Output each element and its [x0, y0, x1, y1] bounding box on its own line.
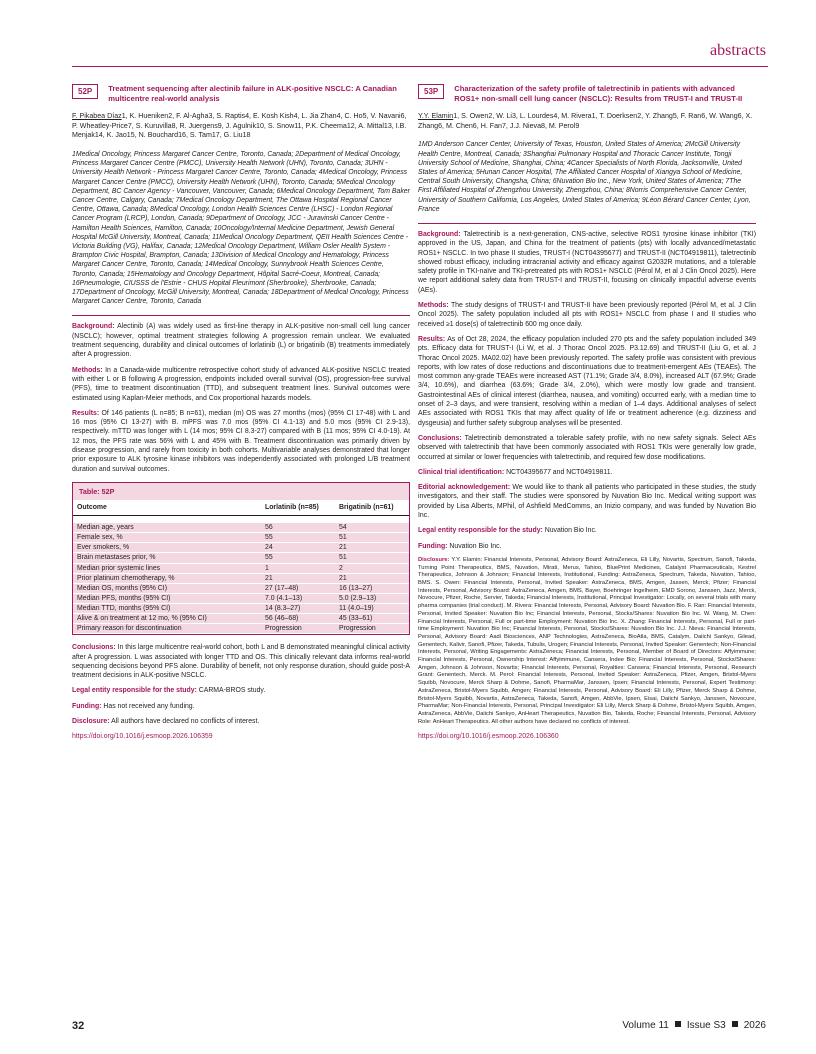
- doi-link[interactable]: https://doi.org/10.1016/j.esmoop.2026.106359: [72, 733, 213, 741]
- table-header-brigatinib: Brigatinib (n=61): [335, 500, 409, 516]
- separator-square: [732, 1021, 738, 1027]
- table-cell-brigatinib: 51: [335, 533, 409, 543]
- table-cell-lorlatinib: Progression: [261, 624, 335, 634]
- author-list: [418, 112, 756, 131]
- table-row: [73, 553, 409, 563]
- results-text: As of Oct 28, 2024, the efficacy population included 270 pts and the safety population included 349 pts. Efficacy data for TRUST-I (Li W, et al. J Thorac Oncol 2025. P3.12.69) and TRUST-II (Liu G, et al. J Thorac Oncol 2025. MA02.02) have been previously reported. The safety profile was consistent with previous reports, with low rates of dose reductions and discontinuations due to treatment-emergent AEs (TEAEs). The most common any-grade TEAEs were increased AST (71.1%; Grade 3/4, 8.0%), increased ALT (67.9%; Grade 3/4, 10.6%), and diarrhea (63.6%; Grade 3/4, 2.0%), which were mostly low grade and transient. Gastrointestinal AEs of clinical interest (diarrhea, nausea, and vomiting) occurred early, with a median time to onset of 2–3 days, and were transient, resolving within a median of 1–4 days. Additional analyses of select AEs associated with ROS1 TKIs that may affect quality of life or treatment adherence (e.g. dizziness and dysgeusia) and further safety subgroup analyses will be presented.: [418, 335, 756, 427]
- table-header-lorlatinib: Lorlatinib (n=85): [261, 500, 335, 516]
- funding-label: Funding:: [418, 542, 448, 550]
- table-cell-lorlatinib: 1: [261, 563, 335, 573]
- editorial-label: Editorial acknowledgement:: [418, 484, 510, 492]
- funding-text: Nuvation Bio Inc.: [449, 542, 502, 550]
- table-cell-brigatinib: 21: [335, 573, 409, 583]
- abstract-title: Treatment sequencing after alectinib failure in ALK-positive NSCLC: A Canadian multicentre real-world analysis: [108, 84, 397, 103]
- author-list: [72, 112, 410, 141]
- conclusions-text: In this large multicentre real-world cohort, both L and B demonstrated meaningful clinical activity after A progression. L was associated with longer TTD and OS. This clinically relevant data informs real-world sequencing decisions beyond PFS alone. Durability of benefit, not only response duration, should guide post-A treatment decisions in ALK-positive NSCLC.: [72, 644, 410, 680]
- header-rule: [72, 66, 768, 67]
- table-cell-lorlatinib: 24: [261, 543, 335, 553]
- methods-label: Methods:: [418, 302, 449, 310]
- table-cell-brigatinib: 5.0 (2.9–13): [335, 593, 409, 603]
- abstract-53p: [418, 84, 756, 748]
- results-label: Results:: [418, 335, 446, 343]
- background-label: Background:: [418, 231, 461, 238]
- issue: Issue S3: [686, 1020, 726, 1031]
- funding-text: Has not received any funding.: [103, 702, 195, 710]
- table-cell-outcome: Primary reason for discontinuation: [73, 624, 261, 634]
- disclosure-label: Disclosure:: [72, 717, 110, 725]
- legal-label: Legal entity responsible for the study:: [72, 687, 197, 695]
- table-cell-lorlatinib: 7.0 (4.1–13): [261, 593, 335, 603]
- results-text: Of 146 patients (L n=85; B n=61), median (m) OS was 27 months (mos) (95% CI 17-48) with L and 16 mos (95% CI 13-27) with B. mPFS was 7.0 mos (95% CI 4.1-13) and 5.0 mos (95% CI 2.9-13), respectively. mTTD was longer with L (14 mos; 95% CI 8.3-27) compared with B (11 mos; 95% CI 4.0-19). At 12 mos, the PFS rate was 56% with L and 45% with B. Treatment discontinuation was primarily driven by disease progression, and rarely from toxicity in both cohorts. Multivariable analyses demonstrated that longer prior exposure to ALK tyrosine kinase inhibitors was independently associated with prolonged L/B treatment duration and survival outcomes.: [72, 409, 410, 473]
- conclusions-label: Conclusions:: [418, 434, 462, 442]
- methods-label: Methods:: [72, 366, 103, 374]
- table-cell-outcome: Ever smokers, %: [73, 543, 261, 553]
- abstract-header: [72, 84, 410, 103]
- results-table: [72, 482, 410, 635]
- results-label: Results:: [72, 409, 100, 417]
- disclosure-text: Y.Y. Elamin: Financial Interests, Personal, Advisory Board: AstraZeneca, Eli Lilly, Novartis, Spectrum, Sanofi, Takeda, Turning Point Therapeutics, BMS, Nuvation, Mirati, Merus, Tahioo, BluePrint Medicines, Catalyst Pharmaceuticals, Kestrel Therapeutics, Johnson & Johnson; Financial Interests, Institutional, Funding: AstraZeneca, Spectrum, Takeda, Nuvation, Tahioo, BMS. S. Owen: Financial Interests, Personal, Invited Speaker: AstraZeneca, BMS, Amgen, Jassen, Merck, Pfizer; Financial Interests, Personal, Advisory Board: AstraZeneca, Amgen, BMS, Bayer, Boehringer Ingelheim, EMD Sorono, Janssen, Jazz, Merck, Novocure, Pfizer, Roche, Servier, Takeda; Financial Interests, Institutional, Principal Investigator: Locally, on several trials with many pharma companies (trial conduct). M. Rivera: Financial Interests, Personal, Advisory Board: Nuvation Bio. F. Ran: Financial Interests, Personal, Invited Speaker: Nuvation Bio Inc; Financial Interests, Personal, Stocks/Shares: Nuvation Bio Inc. W. Wang, M. Chen: Financial Interests, Personal, Full or part-time Employment: Nuvation Bio Inc. X. Zhang: Financial Interests, Personal, Full or part-time Employment: Nuvation Bio Inc; Financial Interests, Personal, Stocks/Shares: Nuvation Bio Inc. J.J. Nieva: Financial Interests, Personal, Advisory Board: Aadi Biosciences, ANP Technologies, AstraZeneca, BioAtla, BMS, Catalym, Daiichi Sankyo, Gilead, Genentech, Kalivir, Sanofi, Pfizer, Takeda, Tubulis, Urogen; Financial Interests, Personal, Invited Speaker: Genentech; Non-Financial Interests, Personal, Writing Engagements: AstraZeneca; Financial Interests, Personal, Member of Board of Directors: Affyimmune; Financial Interests, Personal, Ownership Interest: Affyimmune, Cansera, Indee Bio; Financial Interests, Personal, Stocks/Shares: Amgen, Johnson & Johnson, Novartis; Financial Interests, Personal, Royalties: Cansera; Financial Interests, Personal, Research Grant: Genentech, Merck. M. Perol: Financial Interests, Personal, Invited Speaker: AstraZeneca, Pfizer, Amgen, Bristol-Myers Squibb, Novocure, Merck Sharp & Dohme, Sanofi, PharmaMar, Janssen, Ipsen; Financial Interests, Personal, Expert Testimony: AstraZeneca, Bristol-Myers Squibb, Amgen; Financial Interests, Personal, Advisory Board: Eli Lilly, Pfizer, Merck Sharp & Dohme, Bristol-Myers Squibb, Novartis, AstraZeneca, Takeda, Sanofi, Amgen, AbbVie, Ipsen, Eisai, Daiichi Sankyo, Janssen, Novocure, PharmaMar; Non-Financial Interests, Personal, Principal Investigator: Eli Lilly, Merck Sharp & Dohme, Bristol-Myers Squibb, Amgen, AstraZeneca, AbbVie, Daiichi Sankyo, AnHeart Therapeutics, Nuvation Bio, Takeda, Roche; Financial Interests, Personal, Advisory Role: AnHeart Therapeutics. All other authors have declared no conflicts of interest.: [418, 556, 756, 725]
- affiliations: 1MD Anderson Cancer Center, University of Texas, Houston, United States of America; 2McGill University Health Centre, Montreal, Canada; 3Shanghai Pulmonary Hospital and Thoracic Cancer Institute, Tongji University School of Medicine, Shanghai, China; 4Cancer Specialists of North Florida, Jacksonville, United States of America; 5Hunan Cancer Hospital, The Affiliated Cancer Hospital of Xiangya School of Medicine, Central South University, Changsha, China; 6Nuvation Bio Inc., New York, United States of America; 7The First Affiliated Hospital of Zhengzhou University, Zhengzhou, China; 8Norris Comprehensive Cancer Center, University of Southern California, Los Angeles, United States of America; 9Léon Bérard Cancer Center, Lyon, France: [418, 141, 751, 213]
- background-section: [418, 230, 756, 295]
- legal-label: Legal entity responsible for the study:: [418, 527, 543, 535]
- table-body: [73, 516, 409, 634]
- table-cell-outcome: Alive & on treatment at 12 mo, % (95% CI): [73, 614, 261, 624]
- conclusions-section: [72, 643, 410, 680]
- table-cell-outcome: Female sex, %: [73, 533, 261, 543]
- methods-section: [418, 301, 756, 329]
- table-cell-brigatinib: 16 (13–27): [335, 583, 409, 593]
- table-header-outcome: Outcome: [73, 500, 261, 516]
- table-header-row: [73, 500, 409, 516]
- funding: [418, 542, 756, 551]
- legal-text: CARMA-BROS study.: [198, 687, 266, 695]
- table-row: [73, 563, 409, 573]
- abstract-title: Characterization of the safety profile of taletrectinib in patients with advanced ROS1+ non-small cell lung cancer (NSCLC): Results from TRUST-I and TRUST-II: [454, 84, 743, 103]
- table-row: [73, 603, 409, 613]
- table-cell-outcome: Brain metastases prior, %: [73, 553, 261, 563]
- disclosure: [72, 717, 410, 726]
- table-row: [73, 523, 409, 533]
- page-number: 32: [72, 1020, 85, 1032]
- table-title: Table: 52P: [73, 483, 409, 500]
- authors-rest: 1, S. Owen2, W. Li3, L. Lourdes4, M. Rivera1, T. Doerksen2, Y. Zhang5, F. Ran6, W. Wang6, X. Zhang6, M. Chen6, H. Fan7, J.J. Nieva8, M. Perol9: [418, 112, 753, 130]
- table-cell-lorlatinib: 55: [261, 533, 335, 543]
- conclusions-text: Taletrectinib demonstrated a tolerable safety profile, with no new safety signals. Select AEs observed with taletrectinib that have been commonly associated with ROS1 TKIs were generally low grade, occurred at similar or lower frequencies with taletrectinib, and required few dose modifications.: [418, 434, 756, 461]
- trial-text: NCT04395677 and NCT04919811.: [506, 468, 613, 476]
- background-section: [72, 322, 410, 359]
- disclosure-text: All authors have declared no conflicts of interest.: [111, 717, 260, 725]
- methods-section: [72, 366, 410, 403]
- methods-text: The study designs of TRUST-I and TRUST-II have been previously reported (Pérol M, et al. J Clin Oncol 2025). The safety population included all pts with ROS1+ NSCLC from phase I and II studies who received ≥1 dose(s) of taletrectinib 600 mg once daily.: [418, 302, 756, 328]
- table-cell-brigatinib: 21: [335, 543, 409, 553]
- first-author: F. Pikabea Díaz: [72, 112, 122, 121]
- disclosure: [418, 557, 756, 726]
- trial-label: Clinical trial identification:: [418, 468, 505, 476]
- section-header: abstracts: [710, 42, 766, 59]
- table-cell-outcome: Median prior systemic lines: [73, 563, 261, 573]
- authors-rest: 1, K. Hueniken2, F. Al-Agha3, S. Raptis4, E. Kosh Kish4, L. Jia Zhan4, C. Ho5, V. Navani6, P. Wheatley-Price7, S. Kuruvilla8, R. Juergens9, J. Agulnik10, S. Snow11, P.K. Cheema12, A. Mittal13, I.B. Menjak14, K. Jao15, N. Bouchard16, S. Tam17, G. Liu18: [72, 112, 407, 140]
- table-cell-outcome: Prior platinum chemotherapy, %: [73, 573, 261, 583]
- funding-label: Funding:: [72, 702, 102, 710]
- background-text: Alectinib (A) was widely used as first-line therapy in ALK-positive non-small cell lung cancer (NSCLC); however, optimal treatment strategies following A progression remain unclear. We evaluated treatment sequencing, durability and clinical outcomes of lorlatinib (L) or brigatinib (B) treatments immediately after A progression.: [72, 323, 410, 359]
- abstract-header: [418, 84, 756, 103]
- table-row: [73, 533, 409, 543]
- table-cell-outcome: Median TTD, months (95% CI): [73, 603, 261, 613]
- table-cell-outcome: Median PFS, months (95% CI): [73, 593, 261, 603]
- table-cell-lorlatinib: 55: [261, 553, 335, 563]
- legal-text: Nuvation Bio Inc.: [544, 527, 597, 535]
- editorial-text: We would like to thank all patients who participated in these studies, the study investigators, and their staff. The studies were sponsored by Nuvation Bio Inc. Medical writing support was provided by Lisa Alberts, MPhil, of Ashfield MedComms, an Inizio company, and was funded by Nuvation Bio Inc.: [418, 484, 757, 520]
- legal-entity: [72, 686, 410, 695]
- table-cell-lorlatinib: 27 (17–48): [261, 583, 335, 593]
- trial-identification: [418, 468, 756, 477]
- abstract-52p: [72, 84, 410, 748]
- table-row: [73, 624, 409, 634]
- first-author: Y.Y. Elamin: [418, 112, 454, 121]
- table-cell-brigatinib: 2: [335, 563, 409, 573]
- methods-text: In a Canada-wide multicentre retrospective cohort study of advanced ALK-positive NSCLC treated with either L or B following A progression, endpoints included overall survival (OS), progression-free survival (PFS), time to treatment discontinuation (TTD), and subsequent treatment lines. Survival outcomes were estimated using Kaplan-Meier methods, and Cox proportional hazards models.: [72, 366, 411, 402]
- table-row: [73, 614, 409, 624]
- table-row: [73, 583, 409, 593]
- affiliations: 1Medical Oncology, Princess Margaret Cancer Centre, Toronto, Canada; 2Department of Medical Oncology, Princess Margaret Cancer Centre (PMCC), University Health Network (UHN), Toronto, Canada; 3UHN - University Health Network - Princess Margaret Cancer Centre, Toronto, Canada; 4Medical Oncology, Princess Margaret Cancer Centre (PMCC), University Health Network (UHN), Toronto, Canada; 5Medical Oncology Department, BC Cancer Agency - Vancouver, Vancouver, Canada; 6Medical Oncology Department, Tom Baker Cancer Centre, Calgary, Canada; 7Medical Oncology Department, The Ottawa Hospital Regional Cancer Centre, Ottawa, Canada; 8Medical Oncology, London Health Sciences Centre (LHSC) - London Regional Cancer Program (LRCP), London, Canada; 9Department of Oncology, JCC - Juravinski Cancer Centre - Hamilton Health Sciences, Hamilton, Canada; 10Oncology/Internal Medicine Department, Jewish General Hospital McGill University, Montreal, Canada; 11Medical Oncology Department, QEII Health Sciences Centre - Victoria Building (VG), Halifax, Canada; 12Medical Oncology Department, William Osler Health System - Brampton Civic Hospital, Brampton, Canada; 13Division of Medical Oncology and Hematology, Princess Margaret Cancer Centre, Toronto, Canada; 14Medical Oncology, Sunnybrook Health Sciences Centre, Toronto, Canada; 15Hematology and Oncology Department, Hôpital Sacré-Coeur, Montreal, Canada; 16Pneumologie, CIUSSS de l'Estrie - CHUS Hopital Fleurimont (Sherbrooke), Sherbrooke, Canada; 17Department of Oncology, McGill University, Montreal, Canada; 18Department of Medical Oncology, Princess Margaret Cancer Centre, Toronto, Canada: [72, 150, 410, 306]
- table-cell-lorlatinib: 56: [261, 523, 335, 533]
- divider: [72, 315, 410, 316]
- abstract-number: 52P: [72, 84, 98, 99]
- divider: [418, 223, 756, 224]
- results-section: [418, 335, 756, 428]
- conclusions-label: Conclusions:: [72, 644, 116, 652]
- conclusions-section: [418, 434, 756, 462]
- table-cell-brigatinib: 51: [335, 553, 409, 563]
- journal-issue: [622, 1020, 766, 1031]
- table-cell-lorlatinib: 14 (8.3–27): [261, 603, 335, 613]
- doi-link[interactable]: https://doi.org/10.1016/j.esmoop.2026.106360: [418, 733, 559, 741]
- separator-square: [675, 1021, 681, 1027]
- table-cell-brigatinib: 45 (33–61): [335, 614, 409, 624]
- table-row: [73, 543, 409, 553]
- table-cell-brigatinib: 11 (4.0–19): [335, 603, 409, 613]
- table-row: [73, 593, 409, 603]
- table-cell-outcome: Median OS, months (95% CI): [73, 583, 261, 593]
- table-cell-lorlatinib: 21: [261, 573, 335, 583]
- volume: Volume 11: [622, 1020, 669, 1031]
- disclosure-label: Disclosure:: [418, 556, 450, 563]
- table-cell-outcome: Median age, years: [73, 523, 261, 533]
- year: 2026: [743, 1020, 766, 1031]
- table-row: [73, 573, 409, 583]
- background-text: Taletrectinib is a next-generation, CNS-active, selective ROS1 tyrosine kinase inhibitor (TKI) approved in the US, Japan, and China for the treatment of patients (pts) with locally advanced/metastatic ROS1+ NSCLC. In two phase II studies, TRUST-I (NCT04395677) and TRUST-II (NCT04919811), taletrectinib showed robust efficacy, including intracranial activity and efficacy against G2032R mutations, and a tolerable safety profile in TKI-naïve and TKI-pretreated pts with ROS1+ NSCLC (Pérol M, et al J Clin Oncol 2025). Here we report additional safety data from TRUST-I and TRUST-II, focusing on clinically impactful adverse events (AEs).: [418, 231, 756, 294]
- editorial-acknowledgement: [418, 483, 756, 520]
- results-section: [72, 409, 410, 474]
- funding: [72, 702, 410, 711]
- legal-entity: [418, 526, 756, 535]
- table-cell-brigatinib: Progression: [335, 624, 409, 634]
- background-label: Background:: [72, 323, 115, 331]
- table-cell-lorlatinib: 56 (46–68): [261, 614, 335, 624]
- table-cell-brigatinib: 54: [335, 523, 409, 533]
- abstract-number: 53P: [418, 84, 444, 99]
